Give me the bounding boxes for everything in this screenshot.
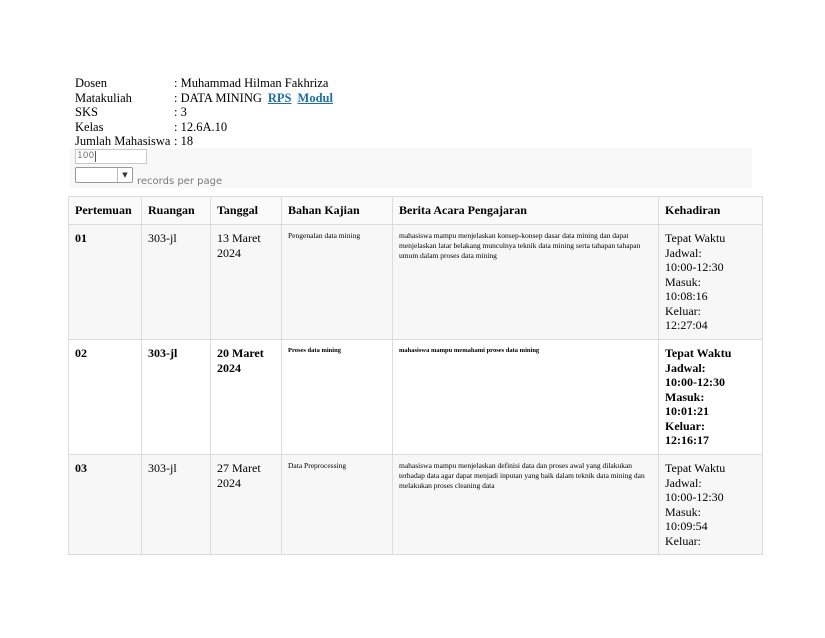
info-value: : 18 <box>174 134 194 148</box>
info-label: Kelas <box>75 119 104 134</box>
table-controls <box>70 148 752 188</box>
header-pertemuan[interactable]: Pertemuan <box>69 197 142 225</box>
kehadiran-keluar-label: Keluar: <box>665 303 701 318</box>
kehadiran-keluar-label: Keluar: <box>665 418 705 433</box>
text-caret <box>95 151 96 162</box>
cell-tanggal: 27 Maret 2024 <box>211 455 282 555</box>
info-jumlah <box>75 134 333 149</box>
kehadiran-masuk-label: Masuk: <box>665 274 701 289</box>
table-row <box>69 340 763 455</box>
kehadiran-jadwal: 10:00-12:30 <box>665 260 724 274</box>
info-value: : 12.6A.10 <box>174 119 228 134</box>
info-label: SKS <box>75 105 98 119</box>
cell-tanggal: 13 Maret 2024 <box>211 225 282 340</box>
cell-kehadiran <box>659 455 763 555</box>
kehadiran-masuk: 10:08:16 <box>665 289 708 303</box>
info-label: Jumlah Mahasiswa <box>75 134 171 148</box>
info-label: Dosen <box>75 76 107 90</box>
cell-pertemuan: 03 <box>69 455 142 555</box>
kehadiran-status: Tepat Waktu <box>665 461 726 475</box>
cell-tanggal: 20 Maret 2024 <box>211 340 282 455</box>
cell-bahan-kajian: Proses data mining <box>282 340 393 455</box>
kehadiran-jadwal-label: Jadwal: <box>665 245 702 260</box>
header-berita-acara[interactable]: Berita Acara Pengajaran <box>393 197 659 225</box>
kehadiran-status: Tepat Waktu <box>665 346 732 360</box>
header-ruangan[interactable]: Ruangan <box>142 197 211 225</box>
cell-ruangan: 303-jl <box>142 455 211 555</box>
info-value: : Muhammad Hilman Fakhriza <box>174 76 329 90</box>
cell-ruangan: 303-jl <box>142 225 211 340</box>
per-page-label: records per page <box>137 176 223 187</box>
kehadiran-jadwal: 10:00-12:30 <box>665 490 724 504</box>
kehadiran-masuk: 10:01:21 <box>665 404 709 418</box>
header-tanggal[interactable]: Tanggal <box>211 197 282 225</box>
per-page-select[interactable] <box>75 167 133 183</box>
kehadiran-jadwal: 10:00-12:30 <box>665 375 725 389</box>
cell-pertemuan: 02 <box>69 340 142 455</box>
cell-berita-acara: mahasiswa mampu menjelaskan definisi data dan proses awal yang dilakukan terhadap data agar dapat menjadi inputan yang baik dalam teknik data mining dan melakukan proses cleaning data <box>393 455 659 555</box>
info-matakuliah <box>75 91 333 106</box>
cell-berita-acara: mahasiswa mampu memahami proses data mining <box>393 340 659 455</box>
kehadiran-masuk-label: Masuk: <box>665 389 705 404</box>
header-kehadiran[interactable]: Kehadiran <box>659 197 763 225</box>
cell-berita-acara: mahasiswa mampu menjelaskan konsep-konsep dasar data mining dan dapat menjelaskan latar belakang munculnya teknik data mining serta tahapan tahapan umum dalam proses data mining <box>393 225 659 340</box>
table-row <box>69 455 763 555</box>
length-input[interactable]: 100 <box>75 149 147 164</box>
info-sks <box>75 105 333 120</box>
info-kelas <box>75 120 333 135</box>
table-row <box>69 225 763 340</box>
chevron-down-icon: ▼ <box>117 168 132 182</box>
rps-link[interactable]: RPS <box>267 90 292 105</box>
cell-pertemuan: 01 <box>69 225 142 340</box>
kehadiran-masuk: 10:09:54 <box>665 519 708 533</box>
course-info <box>75 76 333 149</box>
modul-link[interactable]: Modul <box>297 90 333 105</box>
kehadiran-jadwal-label: Jadwal: <box>665 475 702 490</box>
cell-bahan-kajian: Pengenalan data mining <box>282 225 393 340</box>
info-value: : DATA MINING <box>174 90 262 105</box>
kehadiran-keluar-label: Keluar: <box>665 533 701 548</box>
cell-kehadiran <box>659 225 763 340</box>
header-bahan-kajian[interactable]: Bahan Kajian <box>282 197 393 225</box>
table-header-row <box>69 197 763 225</box>
info-dosen <box>75 76 333 91</box>
kehadiran-keluar: 12:27:04 <box>665 318 708 332</box>
cell-kehadiran <box>659 340 763 455</box>
info-value: : 3 <box>174 105 187 119</box>
kehadiran-keluar: 12:16:17 <box>665 433 709 447</box>
info-label: Matakuliah <box>75 90 132 105</box>
kehadiran-masuk-label: Masuk: <box>665 504 701 519</box>
kehadiran-jadwal-label: Jadwal: <box>665 360 706 375</box>
cell-ruangan: 303-jl <box>142 340 211 455</box>
cell-bahan-kajian: Data Preprocessing <box>282 455 393 555</box>
attendance-table <box>68 196 763 555</box>
kehadiran-status: Tepat Waktu <box>665 231 726 245</box>
